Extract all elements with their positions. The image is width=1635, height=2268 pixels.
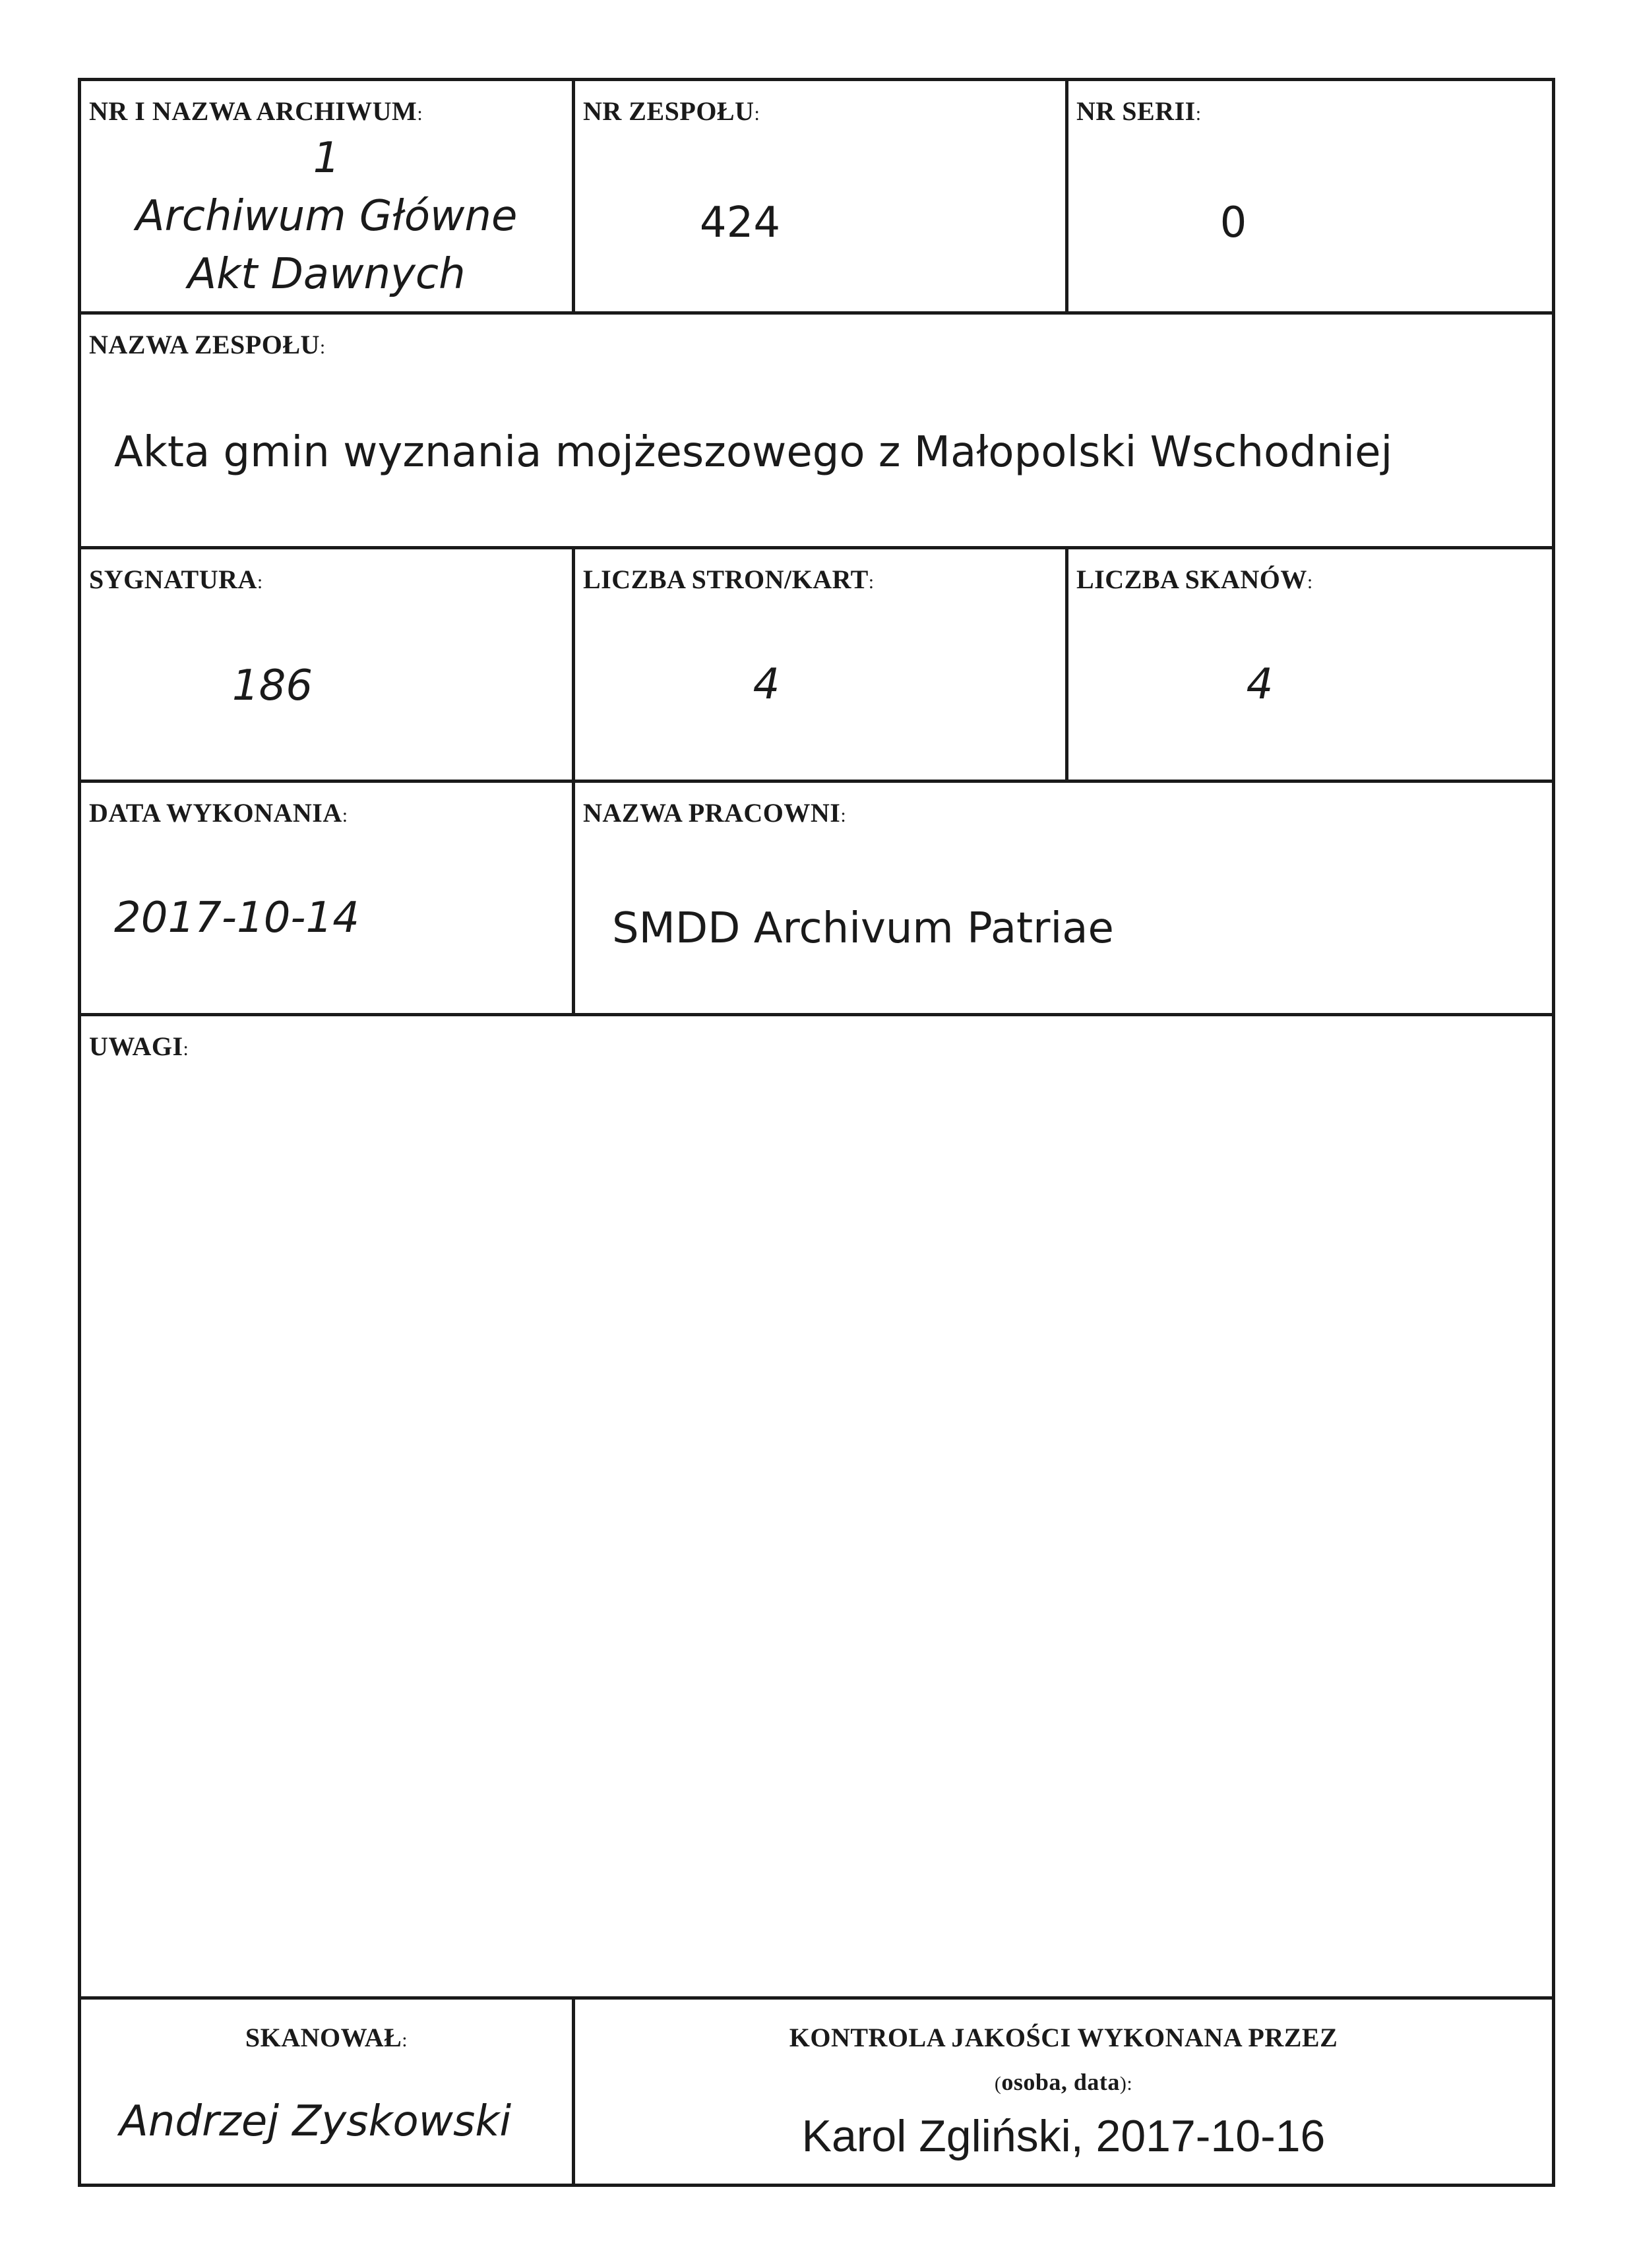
pages-count-label: LICZBA STRON/KART: xyxy=(583,565,875,594)
workshop-cell xyxy=(575,783,1552,1013)
fonds-name-cell xyxy=(81,315,1552,546)
series-number-cell xyxy=(1068,81,1552,311)
series-number-label: NR SERII: xyxy=(1076,96,1202,126)
date-done-label: DATA WYKONANIA: xyxy=(89,798,348,828)
archive-name-line2: Akt Dawnych xyxy=(187,250,466,299)
archive-number: 1 xyxy=(313,134,340,183)
scans-count-cell xyxy=(1068,549,1552,780)
quality-control-label: KONTROLA JAKOŚCI WYKONANA PRZEZ xyxy=(789,2023,1338,2052)
fonds-name-label: NAZWA ZESPOŁU: xyxy=(89,330,326,359)
scans-count-label: LICZBA SKANÓW: xyxy=(1076,565,1313,594)
fonds-number-label: NR ZESPOŁU: xyxy=(583,96,760,126)
quality-control-cell xyxy=(575,2000,1552,2187)
date-done-cell xyxy=(81,783,572,1013)
remarks-cell xyxy=(81,1016,1552,1996)
archive-cell xyxy=(81,81,572,311)
quality-control-sublabel: (osoba, data): xyxy=(994,2069,1133,2095)
quality-control-value: Karol Zgliński, 2017-10-16 xyxy=(801,2111,1326,2161)
pages-count-value: 4 xyxy=(753,660,780,709)
fonds-name-value: Akta gmin wyznania mojżeszowego z Małopolski Wschodniej xyxy=(114,428,1393,477)
workshop-label: NAZWA PRACOWNI: xyxy=(583,798,847,828)
remarks-label: UWAGI: xyxy=(89,1031,189,1061)
scanned-by-cell xyxy=(81,2000,572,2187)
archive-name-line1: Archiwum Główne xyxy=(135,192,518,241)
date-done-value: 2017-10-14 xyxy=(114,894,359,942)
signature-value: 186 xyxy=(231,661,313,710)
series-number-value: 0 xyxy=(1219,199,1247,247)
signature-cell xyxy=(81,549,572,780)
pages-count-cell xyxy=(575,549,1065,780)
archive-form xyxy=(78,78,1555,2187)
fonds-number-value: 424 xyxy=(699,199,781,247)
workshop-value: SMDD Archivum Patriae xyxy=(612,904,1114,953)
signature-label: SYGNATURA: xyxy=(89,565,263,594)
fonds-number-cell xyxy=(575,81,1065,311)
archive-label: NR I NAZWA ARCHIWUM: xyxy=(89,96,423,126)
scanned-by-label: SKANOWAŁ: xyxy=(245,2023,408,2052)
scanned-by-value: Andrzej Zyskowski xyxy=(119,2097,512,2146)
scans-count-value: 4 xyxy=(1246,660,1274,709)
